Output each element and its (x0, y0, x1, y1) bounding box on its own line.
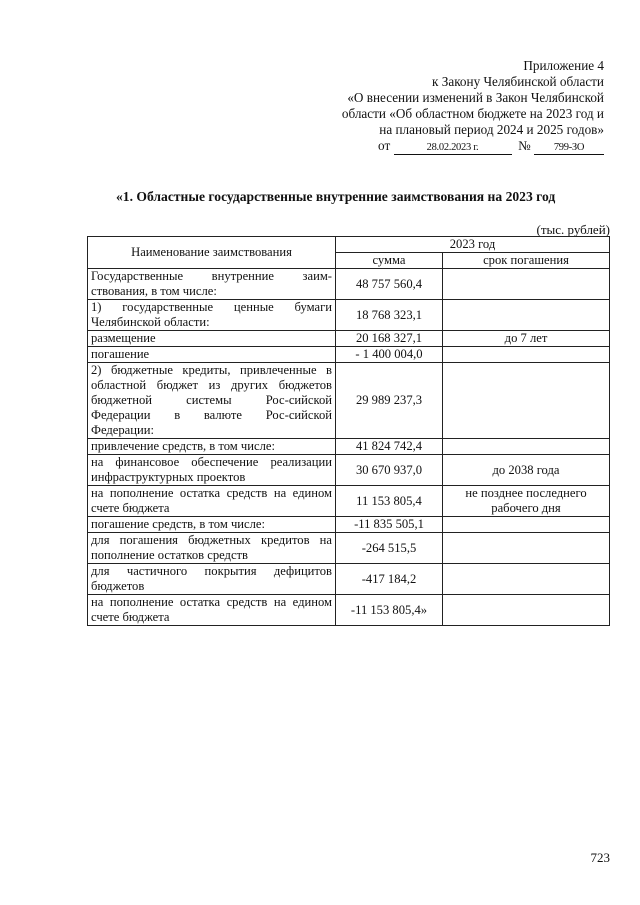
table-row (88, 300, 610, 331)
header-line: на плановый период 2024 и 2025 годов» (379, 122, 604, 137)
row-name: Государственные внутренние заим-ствования, в том числе: (88, 269, 336, 300)
row-name: погашение (88, 347, 336, 363)
date-value: 28.02.2023 г. (394, 141, 512, 155)
table-row (88, 269, 610, 300)
row-sum: -11 835 505,1 (336, 517, 443, 533)
table-row (88, 363, 610, 439)
row-sum: 29 989 237,3 (336, 363, 443, 439)
row-sum: -417 184,2 (336, 564, 443, 595)
table-row (88, 486, 610, 517)
row-sum: 48 757 560,4 (336, 269, 443, 300)
row-sum: 30 670 937,0 (336, 455, 443, 486)
row-name: на финансовое обеспечение реализации инфраструктурных проектов (88, 455, 336, 486)
table-row (88, 595, 610, 626)
row-term (443, 564, 610, 595)
section-title: «1. Областные государственные внутренние заимствования на 2023 год (116, 189, 556, 204)
date-prefix: от (378, 138, 391, 153)
row-name: на пополнение остатка средств на едином счете бюджета (88, 595, 336, 626)
table-row (88, 517, 610, 533)
row-sum: 41 824 742,4 (336, 439, 443, 455)
row-name: привлечение средств, в том числе: (88, 439, 336, 455)
table-header-row (88, 237, 610, 253)
header-line: «О внесении изменений в Закон Челябинской (347, 90, 604, 105)
row-name: на пополнение остатка средств на едином счете бюджета (88, 486, 336, 517)
date-number-line (304, 138, 604, 155)
table-row (88, 347, 610, 363)
page-number: 723 (590, 850, 610, 865)
table-row (88, 533, 610, 564)
row-term (443, 300, 610, 331)
row-sum: -11 153 805,4» (336, 595, 443, 626)
row-name: для частичного покрытия дефицитов бюджетов (88, 564, 336, 595)
row-name: для погашения бюджетных кредитов на пополнение остатков средств (88, 533, 336, 564)
row-term (443, 595, 610, 626)
column-header-name: Наименование заимствования (88, 237, 336, 269)
row-term (443, 517, 610, 533)
header-line: Приложение 4 (523, 58, 604, 73)
row-term: не позднее последнего рабочего дня (443, 486, 610, 517)
row-name: размещение (88, 331, 336, 347)
row-term (443, 269, 610, 300)
table-row (88, 331, 610, 347)
row-term (443, 439, 610, 455)
row-sum: 18 768 323,1 (336, 300, 443, 331)
column-header-sum: сумма (336, 253, 443, 269)
borrowings-table (87, 236, 610, 626)
row-sum: - 1 400 004,0 (336, 347, 443, 363)
table-row (88, 439, 610, 455)
units-label: (тыс. рублей) (536, 222, 610, 237)
row-sum: 11 153 805,4 (336, 486, 443, 517)
table-row (88, 564, 610, 595)
row-term (443, 347, 610, 363)
table-row (88, 455, 610, 486)
appendix-header (304, 58, 604, 155)
row-term: до 7 лет (443, 331, 610, 347)
number-sign: № (518, 138, 531, 153)
number-value: 799-ЗО (534, 141, 604, 155)
column-header-year: 2023 год (336, 237, 610, 253)
column-header-term: срок погашения (443, 253, 610, 269)
row-name: погашение средств, в том числе: (88, 517, 336, 533)
row-term: до 2038 года (443, 455, 610, 486)
header-line: области «Об областном бюджете на 2023 год и (341, 106, 604, 121)
row-term (443, 533, 610, 564)
row-sum: 20 168 327,1 (336, 331, 443, 347)
row-term (443, 363, 610, 439)
row-sum: -264 515,5 (336, 533, 443, 564)
row-name: 1) государственные ценные бумаги Челябинской области: (88, 300, 336, 331)
row-name: 2) бюджетные кредиты, привлеченные в областной бюджет из других бюджетов бюджетной системы Рос-сийской Федерации в валюте Рос-сийской Федерации: (88, 363, 336, 439)
header-line: к Закону Челябинской области (432, 74, 604, 89)
